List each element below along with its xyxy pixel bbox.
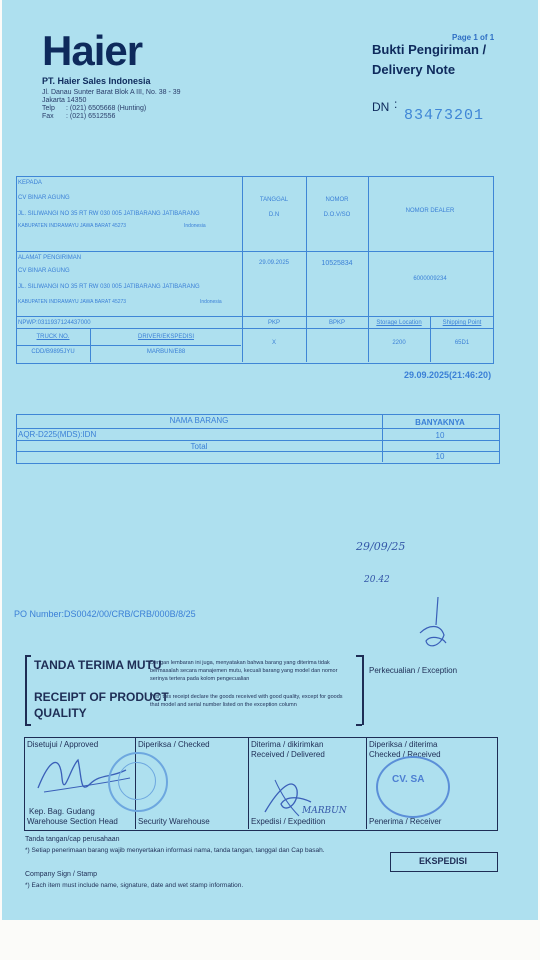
receipt-text-id: Dengan lembaran ini juga, menyatakan bahwa barang yang diterima tidak bermasalah secara manajemen mutu, kecuali barang yang model dan nomor serinya tertera pada kolom pengecualian [150,660,338,682]
sig-receiver-label-id: Diperiksa / diterima [369,740,438,749]
sig-expedition-role: Expedisi / Expedition [251,817,326,826]
sig-received-label-id: Diterima / dikirimkan [251,740,324,749]
sign-stamp-label-en: Company Sign / Stamp [25,871,97,878]
items-name-header: NAMA BARANG [169,416,229,425]
sig-approved-role-2: Warehouse Section Head [27,817,118,826]
dealer-number: 6000009234 [413,276,447,282]
sig-receiver-label-en: Checked / Received [369,750,441,759]
delivery-date: 29.09.2025 [258,260,290,266]
fax-value: : (021) 6512556 [66,113,116,120]
bpkp-label: BPKP [328,320,345,326]
truck-label: TRUCK NO. [36,334,70,340]
handwritten-initials [410,595,450,655]
driver-signature-name: MARBUN [302,806,347,816]
company-address-line-1: Jl. Danau Sunter Barat Blok A III, No. 38 - 39 [42,89,181,96]
sig-receiver-role: Penerima / Receiver [369,817,442,826]
company-name: PT. Haier Sales Indonesia [42,76,151,86]
do-number: 10525834 [321,260,353,267]
dn-label: DN [372,100,390,114]
receiver-stamp-text: CV. SA [392,774,425,785]
storage-label: Storage Location [376,320,422,326]
pkp-mark: X [271,340,276,346]
tanggal-label: TANGGAL [259,197,289,203]
handwritten-date: 29/09/25 [356,540,406,553]
fax-label: Fax [42,113,54,120]
driver-label: DRIVER/EKSPEDISI [137,334,194,340]
driver-name: MARBUN/E88 [146,349,186,355]
doc-title-en: Delivery Note [372,62,456,77]
truck-number: CDD/B9895JYU [31,349,75,355]
sig-checked-role: Security Warehouse [138,817,210,826]
dn-col-label: D.N [268,212,280,218]
shipping-label: Shipping Point [442,320,482,326]
footer-note-en: *) Each item must include name, signature, date and wet stamp information. [25,882,244,889]
pkp-label: PKP [267,320,280,326]
warehouse-stamp-inner-icon [118,762,156,800]
do-label: D.O.V/SO [323,212,351,218]
ship-name: CV BINAR AGUNG [18,268,70,274]
total-qty: 10 [435,452,445,461]
ship-address-2: KABUPATEN INDRAMAYU JAWA BARAT 45273 [18,299,127,305]
sig-received-label-en: Received / Delivered [251,750,325,759]
item-name: AQR-D225(MDS):IDN [18,430,97,439]
total-label: Total [190,442,208,451]
footer-note-id: *) Setiap penerimaan barang wajib menyertakan informasi nama, tanda tangan, tanggal dan Cap basah. [25,847,325,854]
nomor-label: NOMOR [325,197,349,203]
ship-country: Indonesia [200,299,222,305]
sig-approved-label: Disetujui / Approved [27,740,99,749]
handwritten-time: 20.42 [364,575,390,585]
dn-number: 83473201 [404,107,485,124]
npwp: NPWP:0311937124437000 [18,320,91,326]
storage-location: 2200 [392,340,406,346]
receipt-title-id: TANDA TERIMA MUTU [34,658,162,672]
po-number: PO Number:DS0042/00/CRB/CRB/000B/8/25 [14,609,196,619]
kepada-label: KEPADA [18,180,42,186]
items-qty-header: BANYAKNYA [415,418,465,427]
print-timestamp: 29.09.2025(21:46:20) [404,370,492,380]
consignee-address-1: JL. SILIWANGI NO 35 RT RW 030 005 JATIBARANG JATIBARANG [18,211,200,217]
receipt-title-en-1: RECEIPT OF PRODUCT [34,690,169,704]
telp-value: : (021) 6505668 (Hunting) [66,105,147,112]
receiver-stamp-icon [376,756,450,818]
receipt-text-en: With this receipt declare the goods received with good quality, except for goods that model and serial number listed on the exception column [150,694,343,708]
sign-stamp-label-id: Tanda tangan/cap perusahaan [25,836,120,843]
consignee-address-2: KABUPATEN INDRAMAYU JAWA BARAT 45273 [18,223,127,229]
sig-checked-label: Diperiksa / Checked [138,740,210,749]
dn-colon: : [394,97,398,111]
shipping-point: 65D1 [454,340,470,346]
sig-approved-role-1: Kep. Bag. Gudang [29,807,95,816]
receipt-title-en-2: QUALITY [34,706,87,720]
consignee-country: Indonesia [184,223,206,229]
haier-logo: Haier [42,27,143,74]
doc-title-id: Bukti Pengiriman / [372,42,487,57]
item-qty: 10 [435,431,445,440]
dealer-label: NOMOR DEALER [405,208,455,214]
consignee-name: CV BINAR AGUNG [18,195,70,201]
telp-label: Telp [42,105,55,112]
company-address-line-2: Jakarta 14350 [42,97,87,104]
ship-address-1: JL. SILIWANGI NO 35 RT RW 030 005 JATIBARANG JATIBARANG [18,284,200,290]
alamat-label: ALAMAT PENGIRIMAN [18,255,82,261]
copy-label: EKSPEDISI [418,856,467,866]
page-number: Page 1 of 1 [452,33,495,42]
exception-label: Perkecualian / Exception [369,666,458,675]
